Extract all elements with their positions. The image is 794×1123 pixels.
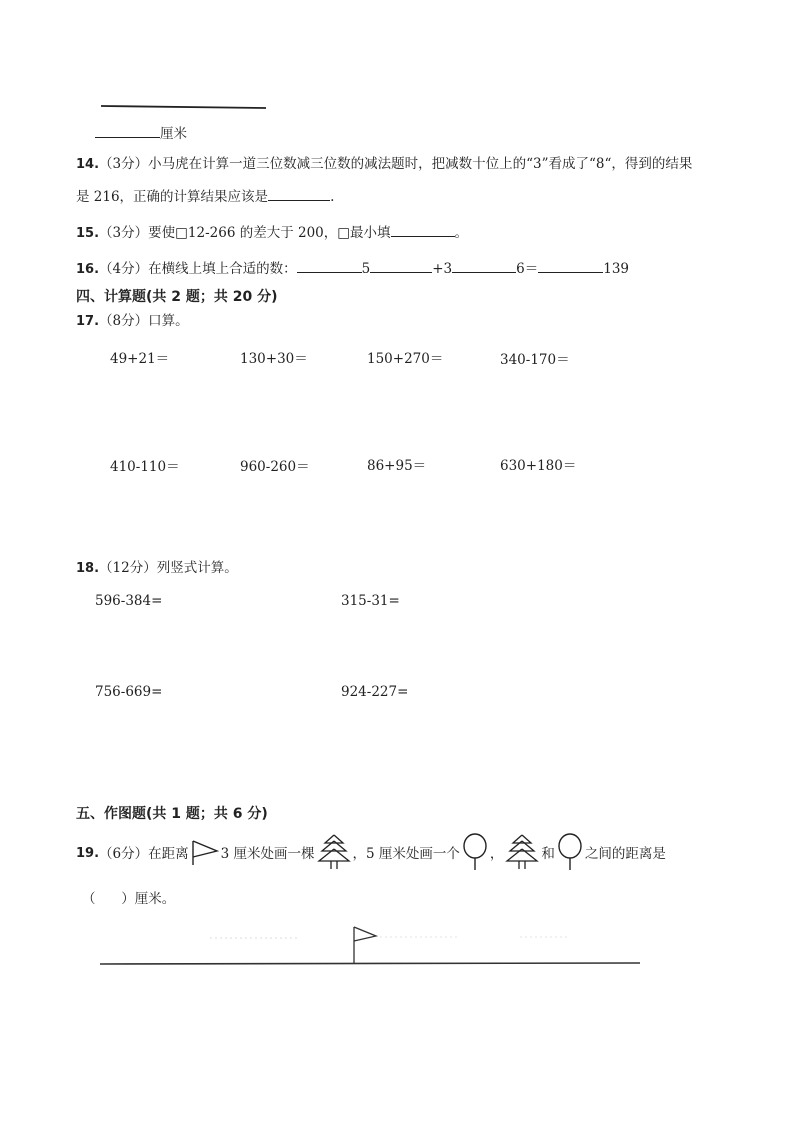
- question-text: 。: [454, 225, 469, 241]
- question-text: ，: [489, 846, 504, 862]
- oral-calc-item: 150+270＝: [367, 351, 444, 367]
- oral-calc-item: 340-170＝: [500, 352, 570, 368]
- question-19-line1: 19 . （6分） 在距离 3 厘米处画一棵 ，5 厘米处画一个 ， 和 之间的距离是: [76, 834, 666, 874]
- question-text: 要使□12-266 的差大于 200，□最小填: [148, 225, 391, 241]
- question-score: （4分）: [99, 261, 149, 277]
- vertical-calc-item: 924-227=: [341, 684, 409, 700]
- sequence-value: +3: [432, 261, 453, 277]
- question-18: 18.（12分）列竖式计算。: [76, 560, 238, 576]
- question-text: 小马虎在计算一道三位数减三位数的减法题时，把减数十位上的“3”看成了“8“，得到的结果: [148, 156, 693, 172]
- section-title: 五、作图题(共 1 题；共 6 分): [76, 806, 268, 822]
- question-text: 是 216，正确的计算结果应该是: [76, 189, 269, 205]
- question-score: （12分）: [99, 560, 157, 576]
- question-14-line2: [76, 187, 334, 206]
- oral-calc-item: 86+95＝: [367, 458, 427, 474]
- vertical-calc-item: 596-384=: [95, 593, 163, 609]
- answer-blank[interactable]: [391, 223, 455, 237]
- question-text: 在距离: [148, 846, 189, 862]
- question-16: 16.（4分）在横线上填上合适的数： 5 +3 6＝ 139: [76, 261, 630, 277]
- sequence-value: 139: [603, 261, 630, 277]
- question-15: 15.（3分）要使□12-266 的差大于 200，□最小填 。: [76, 225, 469, 241]
- tree-icon: [317, 834, 351, 875]
- oral-calc-item: 960-260＝: [240, 459, 310, 475]
- question-text: .: [330, 189, 335, 205]
- oral-calc-item: 410-110＝: [110, 459, 180, 475]
- oral-calc-item: 630+180＝: [500, 458, 577, 474]
- unit-label: 厘米: [160, 126, 187, 142]
- answer-blank[interactable]: [268, 187, 330, 201]
- answer-blank[interactable]: [370, 259, 432, 273]
- question-number: 16: [76, 262, 95, 277]
- oral-calc-item: 49+21＝: [110, 351, 170, 367]
- question-text: 列竖式计算。: [156, 560, 238, 576]
- question-number: 17: [76, 314, 95, 329]
- flag-icon: [354, 927, 376, 964]
- question-number: 18: [76, 561, 95, 576]
- sequence-value: 6＝: [516, 261, 539, 277]
- measure-line: [101, 94, 267, 97]
- vertical-calc-item: 756-669=: [95, 684, 163, 700]
- question-text: 之间的距离是: [584, 846, 666, 862]
- question-text: ，5 厘米处画一个: [352, 846, 460, 862]
- question-number: 15: [76, 226, 95, 241]
- sequence-value: 5: [361, 261, 371, 277]
- oral-calc-item: 130+30＝: [240, 351, 308, 367]
- question-text: 口算。: [148, 313, 189, 329]
- flag-icon: [191, 839, 219, 870]
- question-score: （8分）: [99, 313, 149, 329]
- answer-blank[interactable]: [95, 124, 160, 138]
- section-title: 四、计算题(共 2 题；共 20 分): [76, 289, 278, 305]
- question-14-line1: 14.（3分）小马虎在计算一道三位数减三位数的减法题时，把减数十位上的“3”看成了“8“，得到的结果: [76, 156, 693, 172]
- answer-blank[interactable]: [297, 259, 362, 273]
- vertical-calc-item: 315-31=: [341, 593, 400, 609]
- question-19-line2: （ ）厘米。: [82, 891, 176, 907]
- answer-blank[interactable]: [538, 259, 603, 273]
- question-score: （3分）: [99, 225, 149, 241]
- question-number: 19: [76, 846, 95, 861]
- answer-blank[interactable]: [452, 259, 516, 273]
- question-17: 17.（8分）口算。: [76, 313, 189, 329]
- q13-answer: [95, 124, 187, 143]
- question-text: 和: [541, 846, 555, 862]
- question-score: （3分）: [99, 156, 149, 172]
- question-text: 在横线上填上合适的数：: [148, 261, 297, 277]
- question-score: （6分）: [99, 846, 149, 862]
- question-text: 3 厘米处画一棵: [220, 846, 315, 862]
- tree-icon: [505, 834, 539, 875]
- drawing-baseline: [100, 925, 645, 970]
- balloon-icon: [557, 833, 583, 876]
- question-number: 14: [76, 157, 95, 172]
- balloon-icon: [462, 833, 488, 876]
